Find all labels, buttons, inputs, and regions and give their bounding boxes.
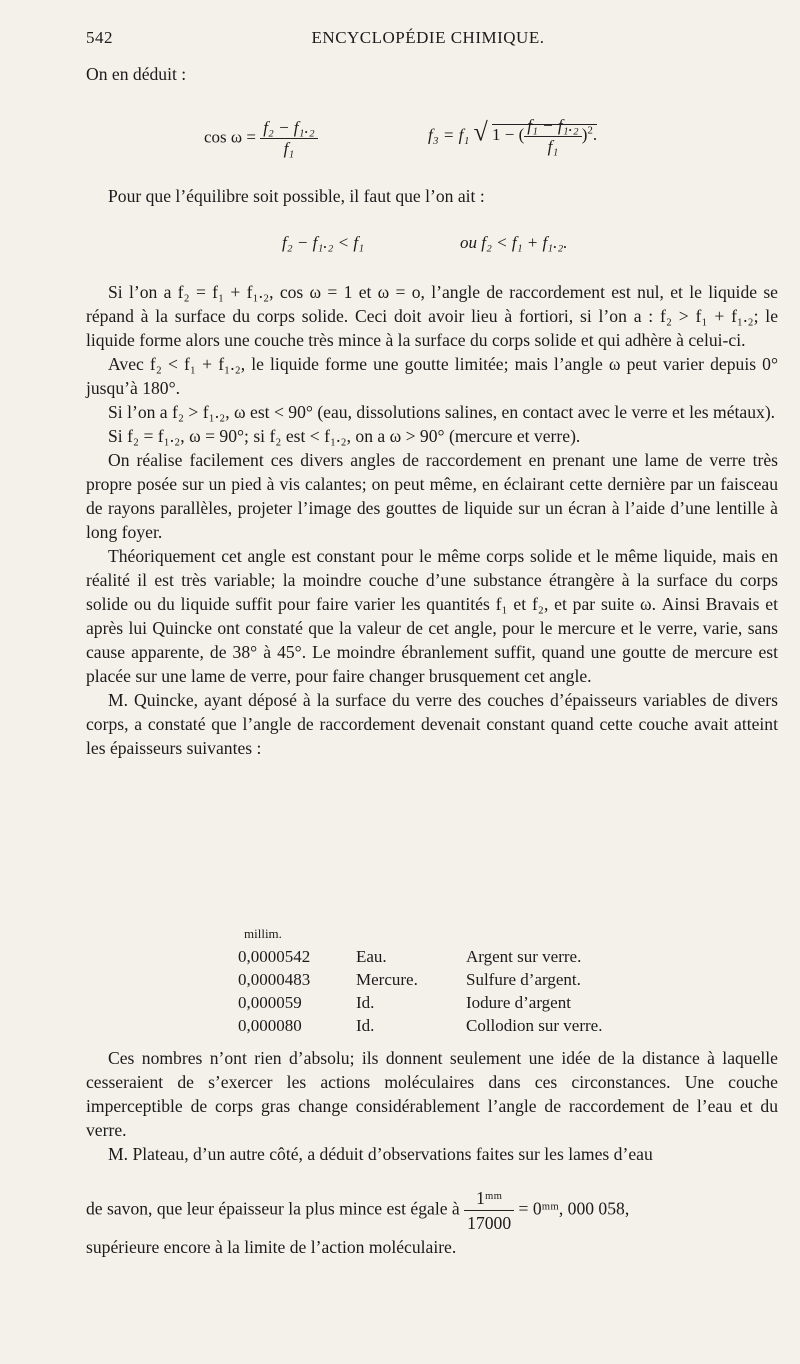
eq2-exponent: 2	[587, 124, 593, 137]
eq1-numerator: f₂ − f₁.₂	[260, 118, 317, 139]
eq2-denominator: f₁	[547, 137, 559, 156]
table-row: 0,000059 Id. Iodure d’argent	[238, 993, 571, 1012]
closing-paragraphs	[86, 1046, 778, 1166]
sqrt-icon: √	[473, 117, 488, 147]
eq1-denominator: f₁	[283, 139, 295, 158]
table-row: 0,0000483 Mercure. Sulfure d’argent.	[238, 970, 581, 989]
table-unit: millim.	[244, 926, 282, 941]
plateau-denominator: 17000	[467, 1213, 512, 1233]
eq2-lhs: f₃ = f₁	[428, 125, 470, 145]
paragraph-3: Si l’on a f₂ > f₁.₂, ω est < 90° (eau, dissolutions salines, en contact avec le verre et les métaux).	[108, 402, 776, 422]
body-paragraphs	[86, 280, 778, 760]
intro-line: On en déduit :	[86, 64, 187, 84]
header-title: ENCYCLOPÉDIE CHIMIQUE.	[311, 28, 545, 47]
equilibrium-line: Pour que l’équilibre soit possible, il faut que l’on ait :	[108, 186, 485, 206]
paragraph-9: M. Plateau, d’un autre côté, a déduit d’observations faites sur les lames d’eau	[108, 1144, 653, 1164]
paragraph-4: Si f₂ = f₁.₂, ω = 90°; si f₂ est < f₁.₂, on a ω > 90° (mercure et verre).	[108, 426, 581, 446]
eq2-radicand: 1 − ( $\frac{\text{f₁ − f₁.₂}}{\text{f₁}}$ )$^2$.	[492, 116, 598, 156]
last-after: = 0ᵐᵐ, 000 058,	[518, 1198, 630, 1219]
paragraph-7: M. Quincke, ayant déposé à la surface du verre des couches d’épaisseurs variables de divers corps, a constaté que l’angle de raccordement devenait constant quand cette couche avait atteint les épaisseurs suivantes :	[86, 690, 778, 758]
paragraph-2: Avec f₂ < f₁ + f₁.₂, le liquide forme une goutte limitée; mais l’angle ω peut varier depuis 0° jusqu’à 180°.	[86, 354, 778, 398]
eq2-fraction	[524, 116, 581, 157]
final-line: supérieure encore à la limite de l’action moléculaire.	[86, 1237, 457, 1257]
eq2-numerator: f₁ − f₁.₂	[524, 116, 581, 137]
table-row: 0,0000542 Eau. Argent sur verre.	[238, 947, 582, 966]
paragraph-1: Si l’on a f₂ = f₁ + f₁.₂, cos ω = 1 et ω = o, l’angle de raccordement est nul, et le liquide se répand à la surface du corps solide. Ceci doit avoir lieu à fortiori, si l’on a : f₂ > f₁ + f₁.₂; le liquide forme alors une couche très mince à la surface du corps solide et qui adhère à celui-ci.	[86, 282, 778, 350]
eq1-fraction	[260, 118, 317, 159]
thickness-table	[238, 944, 602, 1036]
last-line	[86, 1186, 778, 1259]
equation-f3	[428, 116, 597, 157]
inequality-left: f₂ − f₁.₂ < f₁	[282, 233, 365, 252]
paragraph-6: Théoriquement cet angle est constant pour le même corps solide et le même liquide, mais en réalité il est très variable; la moindre couche d’une substance étrangère à la surface du corps solide ou du liquide suffit pour faire varier les quantités f₁ et f₂, et par suite ω. Ainsi Bravais et après lui Quincke ont constaté que la valeur de cet angle, pour le mercure et le verre, varie, sans cause apparente, de 38° à 45°. Le moindre ébranlement suffit, quand une goutte de mercure est placée sur une lame de verre, pour faire changer brusquement cet angle.	[86, 546, 778, 686]
table-row: 0,000080 Id. Collodion sur verre.	[238, 1016, 603, 1035]
equation-cos-omega	[204, 118, 318, 159]
paragraph-8: Ces nombres n’ont rien d’absolu; ils donnent seulement une idée de la distance à laquelle cesseraient de s’exercer les actions moléculaires dans ces circonstances. Une couche imperceptible de corps gras change considérablement l’angle de raccordement de l’eau et du verre.	[86, 1048, 778, 1140]
inequality-right: ou f₂ < f₁ + f₁.₂.	[460, 233, 568, 252]
eq1-lhs: cos ω =	[204, 127, 256, 147]
last-before: de savon, que leur épaisseur la plus mince est égale à	[86, 1198, 460, 1219]
eq2-inner: 1 −	[492, 125, 515, 145]
running-header	[86, 28, 770, 56]
plateau-numerator: 1ᵐᵐ	[464, 1186, 514, 1211]
page-number: 542	[86, 28, 113, 47]
plateau-fraction	[464, 1186, 514, 1235]
paragraph-5: On réalise facilement ces divers angles de raccordement en prenant une lame de verre très propre posée sur un pied à vis calantes; on peut même, en éclairant cette dernière par un faisceau de rayons parallèles, projeter l’image des gouttes de liquide sur un écran à l’aide d’une lentille à long foyer.	[86, 450, 778, 542]
